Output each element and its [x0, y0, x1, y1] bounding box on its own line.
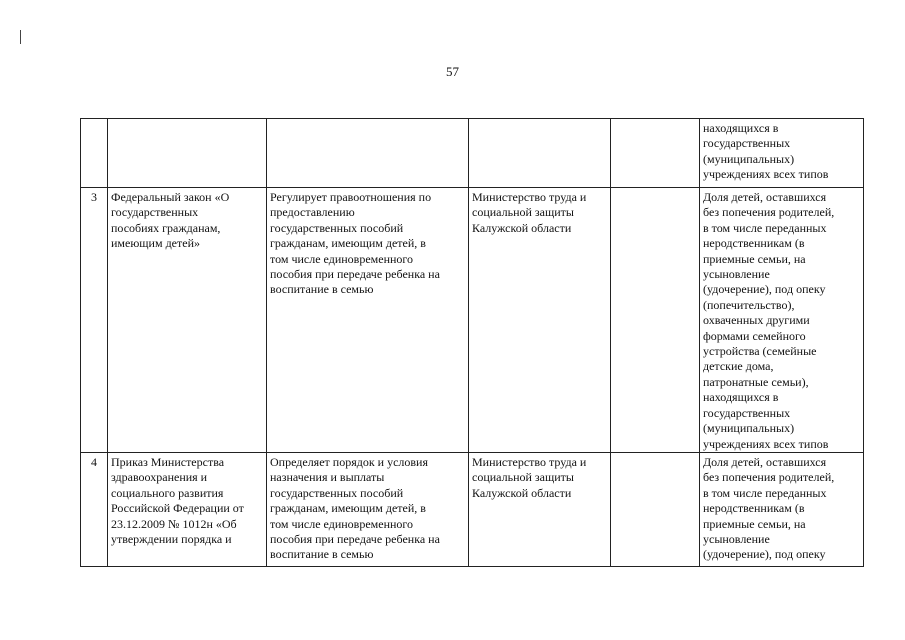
regulation-cell [267, 119, 469, 188]
responsible-text: Министерство труда и социальной защиты Калужской области [472, 190, 587, 235]
blank-cell [611, 188, 700, 453]
row-number-cell [81, 452, 108, 566]
regulation-text: Регулирует правоотношения по предоставлению государственных пособий гражданам, имеющим детей, в том числе единовременного пособия при передаче ребенка на воспитание в семью [270, 190, 440, 297]
table-row [81, 452, 864, 566]
row-number: 3 [91, 190, 97, 204]
document-text: Приказ Министерства здравоохранения и социального развития Российской Федерации от 23.12.2009 № 1012н «Об утверждении порядка и [111, 454, 244, 546]
indicator-cell [700, 119, 864, 188]
indicator-text: находящихся в государственных (муниципальных) учреждениях всех типов [703, 121, 829, 182]
responsible-cell [469, 119, 611, 188]
indicator-text: Доля детей, оставшихся без попечения родителей, в том числе переданных неродственникам (в приемные семьи, на усыновление (удочерение), под опеку (попечительство), охваченных другими формами семейного устройства (семейные детские дома, патронатные семьи), находящихся в государственных (муниципальных) учреждениях всех типов [703, 190, 835, 451]
document-cell [108, 119, 267, 188]
indicator-cell [700, 452, 864, 566]
blank-cell [611, 452, 700, 566]
regulation-cell [267, 452, 469, 566]
row-number-cell [81, 119, 108, 188]
document-table [80, 118, 864, 567]
table-row [81, 119, 864, 188]
regulation-text: Определяет порядок и условия назначения и выплаты государственных пособий гражданам, имеющим детей, в том числе единовременного пособия при передаче ребенка на воспитание в семью [270, 454, 440, 562]
blank-cell [611, 119, 700, 188]
table-row [81, 188, 864, 453]
indicator-cell [700, 188, 864, 453]
margin-mark [20, 30, 21, 44]
document-text: Федеральный закон «О государственных пособиях гражданам, имеющим детей» [111, 190, 230, 251]
responsible-cell [469, 452, 611, 566]
responsible-cell [469, 188, 611, 453]
document-cell [108, 452, 267, 566]
responsible-text: Министерство труда и социальной защиты Калужской области [472, 454, 587, 500]
regulation-cell [267, 188, 469, 453]
row-number-cell [81, 188, 108, 453]
document-cell [108, 188, 267, 453]
indicator-text: Доля детей, оставшихся без попечения родителей, в том числе переданных неродственникам (в приемные семьи, на усыновление (удочерение), под опеку [703, 454, 835, 562]
page-number: 57 [446, 64, 459, 79]
row-number: 4 [91, 454, 97, 469]
